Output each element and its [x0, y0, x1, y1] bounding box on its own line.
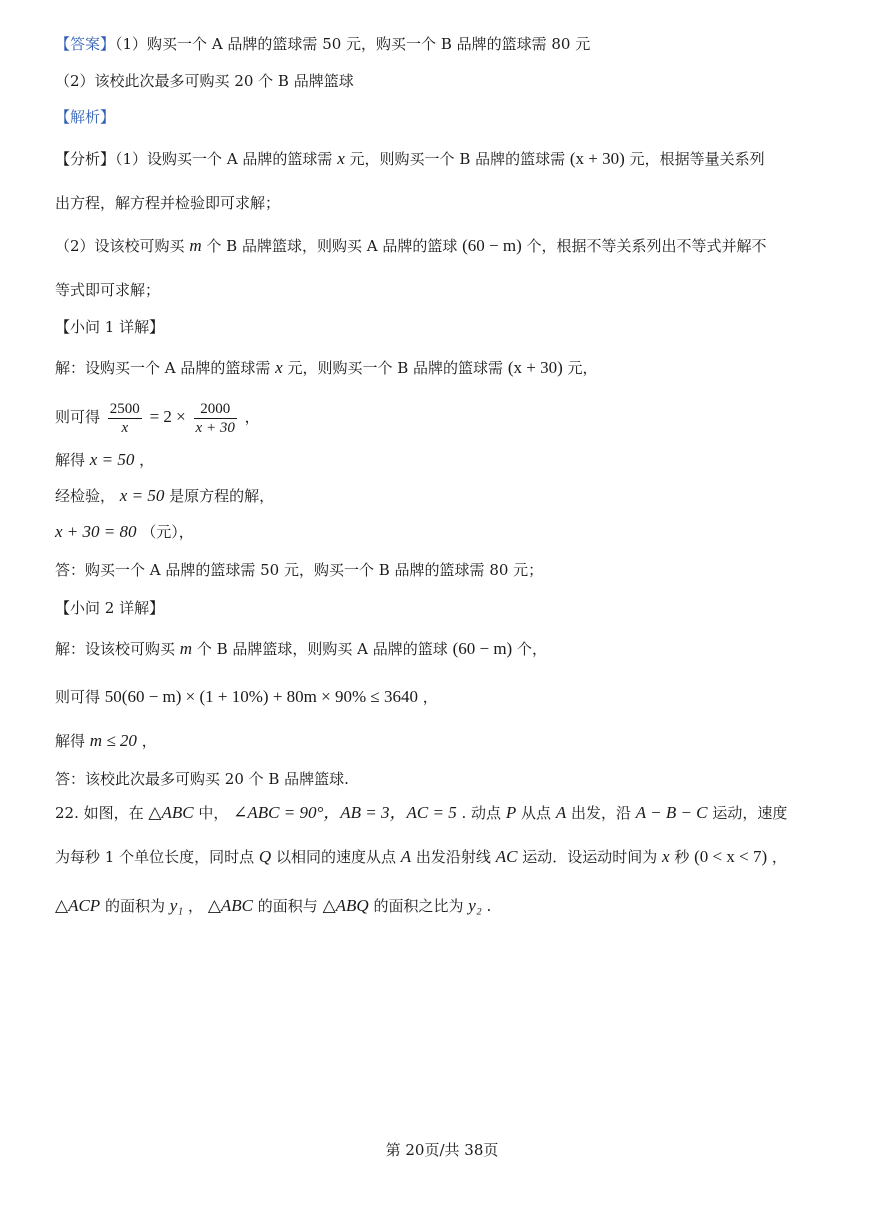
math-expr: = 2 ×	[149, 407, 186, 426]
q2-text: 个 B 品牌篮球，则购买 A 品牌的篮球	[196, 640, 448, 658]
p22-text: 22. 如图，在	[55, 804, 144, 822]
math-expr: (x + 30)	[507, 358, 563, 377]
q2-tag: 【小问 2 详解】	[55, 599, 165, 617]
math-expr: ∠ABC = 90°，AB = 3，AC = 5	[233, 803, 457, 822]
answer-line-2	[55, 70, 354, 92]
math-expr: (0 < x < 7)	[694, 847, 768, 866]
analysis-text: 个，根据不等关系列出不等式并解不	[526, 237, 767, 255]
q2-text: 解得	[55, 732, 86, 750]
q2-text: 解：设该校可购买	[55, 640, 176, 658]
q1-text: 是原方程的解，	[169, 487, 275, 505]
q1-text: 解得	[55, 451, 86, 469]
math-var: x	[662, 847, 670, 866]
q1-equation	[55, 397, 260, 437]
analysis-text: 元，根据等量关系列	[629, 150, 765, 168]
p22-text: 秒	[674, 848, 690, 866]
fraction-numerator: 2000	[194, 400, 237, 419]
fraction-1	[108, 400, 142, 437]
q2-inequality	[55, 686, 438, 708]
math-var: x	[337, 149, 345, 168]
fraction-2	[194, 400, 237, 437]
p22-text: 运动．设运动时间为	[522, 848, 658, 866]
q2-answer	[55, 768, 349, 790]
analysis-text: 出方程，解方程并检验即可求解；	[55, 194, 281, 212]
q1-tag: 【小问 1 详解】	[55, 318, 165, 336]
p22-text: ，	[188, 897, 204, 915]
math-expr: (x + 30)	[569, 149, 625, 168]
q2-text: ，	[422, 688, 438, 706]
q2-line-1	[55, 638, 547, 660]
p22-text: 运动，速度	[712, 804, 788, 822]
answer-part1: （1）购买一个 A 品牌的篮球需 50 元，购买一个 B 品牌的篮球需 80 元	[115, 35, 591, 53]
q1-solution	[55, 449, 154, 471]
analysis-text: 元，则购买一个 B 品牌的篮球需	[349, 150, 566, 168]
q1-text: 解：设购买一个 A 品牌的篮球需	[55, 359, 271, 377]
math-var: Q	[258, 847, 272, 866]
p22-text: 的面积之比为	[373, 897, 464, 915]
q1-text: 经检验，	[55, 487, 116, 505]
analysis-heading	[55, 106, 115, 128]
math-var: x	[275, 358, 283, 377]
q1-text: 元，	[567, 359, 598, 377]
problem22-line-1	[55, 802, 787, 824]
q1-text: （元），	[141, 523, 194, 541]
q1-text: 元，则购买一个 B 品牌的篮球需	[287, 359, 504, 377]
problem22-line-2	[55, 846, 787, 868]
p22-text: 从点	[521, 804, 552, 822]
math-expr: △ABQ	[322, 896, 369, 915]
problem22-line-3	[55, 895, 491, 917]
analysis-tag: 【解析】	[55, 108, 116, 126]
p22-text: 的面积为	[104, 897, 165, 915]
math-expr: x = 50	[119, 486, 165, 505]
q1-line-1	[55, 357, 598, 379]
analysis-text: （2）设该校可购买	[55, 237, 185, 255]
math-var: A	[555, 803, 567, 822]
fraction-numerator: 2500	[109, 400, 140, 417]
p22-text: 中，	[198, 804, 229, 822]
math-var: m	[179, 639, 193, 658]
math-var: P	[505, 803, 517, 822]
math-expr: AC	[495, 847, 518, 866]
analysis-text: 个 B 品牌篮球，则购买 A 品牌的篮球	[206, 237, 458, 255]
analysis-line-2	[55, 192, 280, 214]
p22-text: 出发沿射线	[415, 848, 491, 866]
math-var: m	[189, 236, 202, 255]
q1-calc	[55, 521, 194, 543]
q2-text: 个，	[517, 640, 548, 658]
q2-heading	[55, 597, 164, 619]
math-expr: x + 30 = 80	[55, 522, 137, 541]
q1-answer	[55, 559, 543, 581]
fenxi-tag: 【分析】	[55, 150, 116, 168]
fraction-denominator: x + 30	[195, 419, 235, 436]
math-expr: (60 − m)	[452, 639, 513, 658]
math-expr: △ABC	[148, 803, 194, 822]
p22-text: 为每秒 1 个单位长度，同时点	[55, 848, 255, 866]
q2-text: ，	[141, 732, 157, 750]
math-expr: 50(60 − m) × (1 + 10%) + 80m × 90% ≤ 3640	[104, 687, 418, 706]
q2-text: 则可得	[55, 688, 101, 706]
math-expr: A − B − C	[635, 803, 708, 822]
p22-text: .	[486, 897, 492, 915]
fraction-denominator: x	[121, 419, 129, 436]
q1-heading	[55, 316, 164, 338]
answer-line-1	[55, 33, 590, 55]
analysis-line-4	[55, 279, 160, 301]
page-number: 第 20页/共 38页	[385, 1141, 499, 1159]
q2-solution	[55, 730, 157, 752]
q1-text: 则可得	[55, 408, 101, 426]
q1-text: 答：购买一个 A 品牌的篮球需 50 元，购买一个 B 品牌的篮球需 80 元；	[55, 561, 544, 579]
p22-text: 的面积与	[257, 897, 318, 915]
math-expr: △ABC	[207, 896, 253, 915]
p22-text: 出发，沿	[570, 804, 631, 822]
analysis-text: （1）设购买一个 A 品牌的篮球需	[115, 150, 333, 168]
p22-text: ，	[771, 848, 787, 866]
answer-part2: （2）该校此次最多可购买 20 个 B 品牌篮球	[55, 72, 354, 90]
q1-check	[55, 485, 274, 507]
math-expr: m ≤ 20	[89, 731, 137, 750]
answer-tag: 【答案】	[55, 35, 116, 53]
math-var: y₂	[468, 896, 482, 915]
q2-text: 答：该校此次最多可购买 20 个 B 品牌篮球.	[55, 770, 349, 788]
analysis-text: 等式即可求解；	[55, 281, 161, 299]
math-expr: △ACP	[55, 896, 101, 915]
math-expr: x = 50	[89, 450, 135, 469]
p22-text: . 动点	[461, 804, 502, 822]
analysis-line-1	[55, 148, 765, 170]
q1-text: ，	[244, 408, 260, 426]
analysis-line-3	[55, 235, 767, 257]
p22-text: 以相同的速度从点	[275, 848, 396, 866]
q1-text: ，	[139, 451, 155, 469]
math-var: A	[400, 847, 412, 866]
math-expr: (60 − m)	[462, 236, 522, 255]
math-var: y₁	[169, 896, 184, 915]
